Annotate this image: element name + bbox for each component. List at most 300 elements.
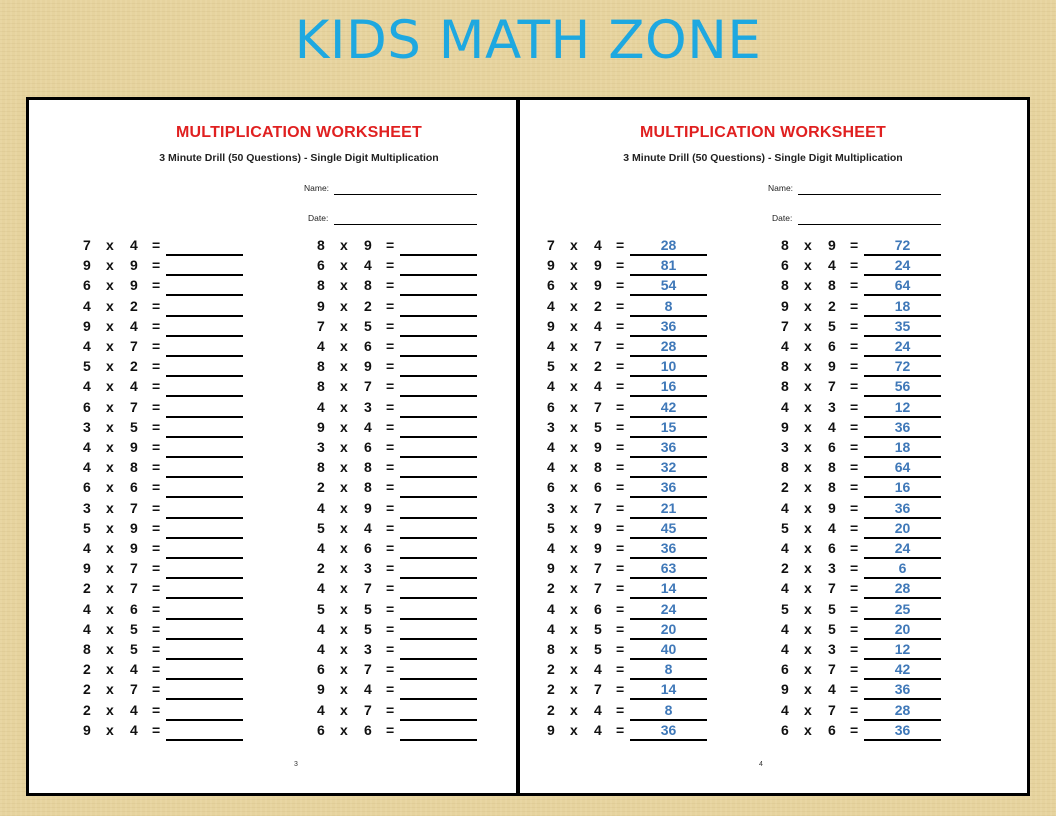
answer-blank[interactable]	[400, 418, 477, 438]
times-sign: x	[106, 701, 114, 718]
problem-row	[547, 337, 717, 357]
times-sign: x	[570, 519, 578, 536]
equals-sign: =	[850, 418, 859, 435]
problem-row	[317, 660, 487, 680]
equals-sign: =	[616, 237, 625, 253]
times-sign: x	[804, 519, 812, 536]
date-field[interactable]	[334, 224, 477, 225]
answer-value: 20	[630, 620, 707, 640]
answer-blank[interactable]	[400, 660, 477, 680]
times-sign: x	[340, 459, 348, 476]
equals-sign: =	[616, 519, 625, 536]
answer-blank[interactable]	[166, 559, 243, 579]
answer-blank[interactable]	[166, 680, 243, 700]
answer-blank[interactable]	[166, 398, 243, 418]
answer-blank[interactable]	[400, 680, 477, 700]
problem-row	[317, 377, 487, 397]
factor-b: 8	[364, 459, 372, 476]
times-sign: x	[106, 641, 114, 657]
times-sign: x	[570, 378, 578, 395]
problem-row	[781, 579, 951, 599]
factor-a: 4	[547, 459, 555, 476]
equals-sign: =	[616, 721, 625, 738]
problem-row	[547, 398, 717, 418]
answer-value: 28	[864, 579, 941, 599]
problem-row	[83, 317, 253, 337]
equals-sign: =	[850, 701, 859, 718]
times-sign: x	[106, 439, 114, 455]
problem-row	[781, 721, 951, 741]
equals-sign: =	[616, 701, 625, 718]
equals-sign: =	[152, 499, 161, 516]
equals-sign: =	[850, 641, 859, 657]
problem-row	[83, 357, 253, 377]
answer-value: 81	[630, 256, 707, 276]
problem-row	[547, 559, 717, 579]
factor-a: 5	[781, 519, 789, 536]
equals-sign: =	[616, 499, 625, 516]
factor-b: 8	[130, 459, 138, 476]
problem-row	[781, 276, 951, 296]
problem-row	[547, 377, 717, 397]
answer-value: 36	[630, 317, 707, 337]
problem-row	[317, 317, 487, 337]
factor-a: 2	[317, 560, 325, 577]
answer-value: 24	[864, 256, 941, 276]
factor-a: 2	[317, 479, 325, 496]
answer-blank[interactable]	[400, 256, 477, 276]
factor-b: 7	[130, 338, 138, 354]
name-label: Name:	[768, 183, 794, 193]
equals-sign: =	[386, 661, 395, 678]
worksheet-page-questions	[29, 100, 489, 793]
answer-blank[interactable]	[400, 377, 477, 397]
equals-sign: =	[616, 560, 625, 577]
times-sign: x	[804, 237, 812, 253]
factor-b: 7	[130, 580, 138, 597]
factor-a: 2	[547, 701, 555, 718]
factor-a: 4	[547, 338, 555, 354]
answer-value: 42	[630, 398, 707, 418]
problem-row	[83, 539, 253, 559]
equals-sign: =	[616, 358, 625, 375]
times-sign: x	[340, 378, 348, 395]
equals-sign: =	[386, 519, 395, 536]
factor-b: 9	[594, 277, 602, 294]
date-label: Date:	[772, 213, 793, 223]
problem-row	[547, 317, 717, 337]
times-sign: x	[804, 661, 812, 678]
answer-blank[interactable]	[400, 519, 477, 539]
times-sign: x	[804, 277, 812, 294]
problem-row	[547, 458, 717, 478]
problem-row	[317, 398, 487, 418]
times-sign: x	[106, 257, 114, 274]
answer-blank[interactable]	[166, 297, 243, 317]
factor-a: 4	[317, 641, 325, 657]
factor-a: 4	[83, 620, 91, 637]
times-sign: x	[570, 499, 578, 516]
answer-blank[interactable]	[400, 438, 477, 458]
equals-sign: =	[152, 580, 161, 597]
problem-row	[83, 256, 253, 276]
problem-row	[317, 297, 487, 317]
problem-row	[317, 559, 487, 579]
answer-blank[interactable]	[400, 276, 477, 296]
times-sign: x	[804, 620, 812, 637]
times-sign: x	[106, 721, 114, 738]
factor-a: 8	[317, 237, 325, 253]
times-sign: x	[106, 378, 114, 395]
equals-sign: =	[616, 580, 625, 597]
times-sign: x	[340, 721, 348, 738]
problem-row	[781, 418, 951, 438]
times-sign: x	[340, 479, 348, 496]
factor-a: 4	[781, 398, 789, 415]
factor-b: 6	[130, 600, 138, 617]
equals-sign: =	[386, 479, 395, 496]
answer-value: 20	[864, 620, 941, 640]
factor-b: 7	[130, 560, 138, 577]
factor-a: 4	[547, 620, 555, 637]
answer-value: 72	[864, 236, 941, 256]
factor-a: 5	[317, 600, 325, 617]
times-sign: x	[804, 540, 812, 556]
equals-sign: =	[152, 398, 161, 415]
problem-row	[83, 499, 253, 519]
factor-a: 9	[83, 317, 91, 334]
answer-blank[interactable]	[166, 337, 243, 357]
factor-a: 4	[781, 540, 789, 556]
equals-sign: =	[152, 701, 161, 718]
answer-value: 36	[864, 418, 941, 438]
times-sign: x	[106, 519, 114, 536]
problem-row	[83, 418, 253, 438]
answer-blank[interactable]	[400, 600, 477, 620]
times-sign: x	[804, 701, 812, 718]
problem-row	[547, 660, 717, 680]
answer-blank[interactable]	[166, 640, 243, 660]
answer-value: 24	[864, 539, 941, 559]
answer-value: 20	[864, 519, 941, 539]
factor-a: 3	[83, 418, 91, 435]
equals-sign: =	[850, 398, 859, 415]
times-sign: x	[804, 398, 812, 415]
answer-blank[interactable]	[400, 458, 477, 478]
equals-sign: =	[152, 681, 161, 698]
answer-value: 12	[864, 640, 941, 660]
answer-blank[interactable]	[400, 317, 477, 337]
answer-blank[interactable]	[400, 559, 477, 579]
factor-b: 7	[364, 378, 372, 395]
problem-row	[547, 297, 717, 317]
factor-b: 7	[130, 499, 138, 516]
answer-blank[interactable]	[400, 701, 477, 721]
factor-a: 9	[547, 317, 555, 334]
answer-value: 40	[630, 640, 707, 660]
answer-blank[interactable]	[166, 478, 243, 498]
equals-sign: =	[386, 580, 395, 597]
equals-sign: =	[850, 338, 859, 354]
factor-a: 2	[83, 681, 91, 698]
factor-a: 9	[781, 297, 789, 314]
answer-value: 18	[864, 297, 941, 317]
answer-blank[interactable]	[166, 276, 243, 296]
answer-value: 14	[630, 680, 707, 700]
answer-blank[interactable]	[166, 438, 243, 458]
page-number: 4	[759, 761, 763, 768]
factor-b: 4	[828, 418, 836, 435]
factor-a: 6	[317, 257, 325, 274]
equals-sign: =	[850, 600, 859, 617]
answer-value: 21	[630, 499, 707, 519]
factor-a: 9	[781, 418, 789, 435]
factor-b: 6	[828, 439, 836, 455]
page-number: 3	[294, 761, 298, 768]
problem-row	[547, 620, 717, 640]
times-sign: x	[570, 459, 578, 476]
problem-row	[317, 458, 487, 478]
answer-blank[interactable]	[400, 398, 477, 418]
factor-a: 8	[317, 459, 325, 476]
times-sign: x	[340, 398, 348, 415]
times-sign: x	[340, 600, 348, 617]
times-sign: x	[570, 721, 578, 738]
equals-sign: =	[386, 237, 395, 253]
factor-a: 4	[317, 338, 325, 354]
times-sign: x	[804, 338, 812, 354]
problem-row	[83, 398, 253, 418]
factor-b: 4	[364, 257, 372, 274]
factor-b: 5	[364, 620, 372, 637]
factor-b: 9	[130, 540, 138, 556]
factor-b: 9	[594, 439, 602, 455]
equals-sign: =	[850, 479, 859, 496]
answer-blank[interactable]	[400, 357, 477, 377]
factor-b: 9	[828, 358, 836, 375]
factor-a: 4	[547, 297, 555, 314]
factor-a: 4	[317, 580, 325, 597]
answer-blank[interactable]	[166, 377, 243, 397]
equals-sign: =	[850, 499, 859, 516]
problem-row	[317, 438, 487, 458]
equals-sign: =	[616, 297, 625, 314]
factor-b: 4	[130, 237, 138, 253]
answer-blank[interactable]	[400, 478, 477, 498]
factor-a: 4	[83, 338, 91, 354]
answer-blank[interactable]	[166, 519, 243, 539]
factor-a: 4	[83, 378, 91, 395]
problem-row	[317, 478, 487, 498]
answer-blank[interactable]	[166, 539, 243, 559]
times-sign: x	[106, 297, 114, 314]
equals-sign: =	[850, 560, 859, 577]
factor-b: 4	[130, 721, 138, 738]
name-field[interactable]	[798, 194, 941, 195]
factor-a: 4	[547, 439, 555, 455]
problem-row	[547, 357, 717, 377]
problem-row	[83, 276, 253, 296]
factor-a: 6	[781, 661, 789, 678]
times-sign: x	[106, 560, 114, 577]
factor-b: 9	[828, 237, 836, 253]
factor-b: 4	[130, 378, 138, 395]
factor-b: 5	[130, 418, 138, 435]
answer-blank[interactable]	[166, 458, 243, 478]
factor-b: 2	[594, 297, 602, 314]
factor-a: 6	[83, 277, 91, 294]
times-sign: x	[804, 358, 812, 375]
answer-blank[interactable]	[400, 620, 477, 640]
problem-row	[547, 539, 717, 559]
answer-blank[interactable]	[166, 317, 243, 337]
factor-b: 8	[364, 479, 372, 496]
factor-a: 8	[317, 358, 325, 375]
factor-b: 2	[594, 358, 602, 375]
problem-row	[547, 478, 717, 498]
problem-row	[781, 438, 951, 458]
equals-sign: =	[850, 620, 859, 637]
date-field[interactable]	[798, 224, 941, 225]
answer-blank[interactable]	[166, 499, 243, 519]
equals-sign: =	[386, 641, 395, 657]
factor-a: 5	[317, 519, 325, 536]
answer-blank[interactable]	[400, 297, 477, 317]
problem-row	[83, 337, 253, 357]
equals-sign: =	[386, 358, 395, 375]
times-sign: x	[570, 661, 578, 678]
equals-sign: =	[386, 620, 395, 637]
problem-row	[547, 721, 717, 741]
name-label: Name:	[304, 183, 330, 193]
factor-a: 5	[781, 600, 789, 617]
equals-sign: =	[850, 540, 859, 556]
times-sign: x	[804, 580, 812, 597]
answer-blank[interactable]	[166, 579, 243, 599]
equals-sign: =	[850, 459, 859, 476]
equals-sign: =	[616, 540, 625, 556]
factor-b: 7	[130, 681, 138, 698]
answer-value: 64	[864, 458, 941, 478]
answer-blank[interactable]	[166, 701, 243, 721]
times-sign: x	[340, 519, 348, 536]
factor-a: 6	[317, 721, 325, 738]
name-field[interactable]	[334, 194, 477, 195]
answer-blank[interactable]	[400, 539, 477, 559]
equals-sign: =	[386, 257, 395, 274]
factor-a: 4	[547, 378, 555, 395]
problem-row	[781, 297, 951, 317]
factor-b: 9	[594, 257, 602, 274]
equals-sign: =	[850, 257, 859, 274]
factor-b: 4	[594, 701, 602, 718]
times-sign: x	[570, 439, 578, 455]
times-sign: x	[804, 378, 812, 395]
factor-a: 8	[547, 641, 555, 657]
answer-blank[interactable]	[166, 660, 243, 680]
factor-a: 9	[317, 297, 325, 314]
equals-sign: =	[386, 378, 395, 395]
factor-b: 6	[594, 479, 602, 496]
times-sign: x	[340, 499, 348, 516]
equals-sign: =	[152, 338, 161, 354]
problem-row	[317, 418, 487, 438]
answer-value: 28	[630, 236, 707, 256]
answer-blank[interactable]	[400, 499, 477, 519]
factor-b: 9	[130, 277, 138, 294]
answer-value: 8	[630, 660, 707, 680]
equals-sign: =	[616, 620, 625, 637]
problem-row	[83, 680, 253, 700]
equals-sign: =	[616, 418, 625, 435]
times-sign: x	[106, 459, 114, 476]
answer-blank[interactable]	[400, 579, 477, 599]
factor-b: 2	[364, 297, 372, 314]
answer-blank[interactable]	[400, 721, 477, 741]
answer-blank[interactable]	[166, 236, 243, 256]
factor-b: 9	[594, 519, 602, 536]
factor-a: 2	[547, 661, 555, 678]
factor-b: 7	[828, 701, 836, 718]
answer-blank[interactable]	[400, 337, 477, 357]
factor-b: 3	[364, 398, 372, 415]
equals-sign: =	[850, 580, 859, 597]
equals-sign: =	[616, 257, 625, 274]
equals-sign: =	[386, 560, 395, 577]
answer-blank[interactable]	[166, 256, 243, 276]
equals-sign: =	[386, 297, 395, 314]
answer-blank[interactable]	[400, 236, 477, 256]
problem-row	[781, 398, 951, 418]
equals-sign: =	[850, 519, 859, 536]
times-sign: x	[570, 701, 578, 718]
answer-blank[interactable]	[166, 620, 243, 640]
times-sign: x	[340, 277, 348, 294]
problem-row	[83, 579, 253, 599]
factor-a: 5	[547, 519, 555, 536]
equals-sign: =	[850, 661, 859, 678]
answer-value: 16	[864, 478, 941, 498]
times-sign: x	[106, 620, 114, 637]
factor-a: 6	[83, 398, 91, 415]
answer-value: 24	[864, 337, 941, 357]
times-sign: x	[570, 580, 578, 597]
equals-sign: =	[850, 297, 859, 314]
factor-a: 7	[781, 317, 789, 334]
answer-value: 36	[864, 721, 941, 741]
factor-b: 7	[594, 398, 602, 415]
equals-sign: =	[616, 439, 625, 455]
answer-blank[interactable]	[166, 600, 243, 620]
factor-a: 3	[547, 499, 555, 516]
answer-blank[interactable]	[400, 640, 477, 660]
factor-b: 4	[594, 661, 602, 678]
answer-blank[interactable]	[166, 418, 243, 438]
answer-value: 8	[630, 701, 707, 721]
equals-sign: =	[386, 338, 395, 354]
times-sign: x	[340, 620, 348, 637]
worksheet-page-answers	[493, 100, 953, 793]
factor-a: 4	[547, 540, 555, 556]
answer-blank[interactable]	[166, 721, 243, 741]
equals-sign: =	[386, 459, 395, 476]
times-sign: x	[340, 317, 348, 334]
factor-b: 9	[364, 237, 372, 253]
answer-blank[interactable]	[166, 357, 243, 377]
equals-sign: =	[386, 317, 395, 334]
times-sign: x	[340, 297, 348, 314]
equals-sign: =	[152, 519, 161, 536]
